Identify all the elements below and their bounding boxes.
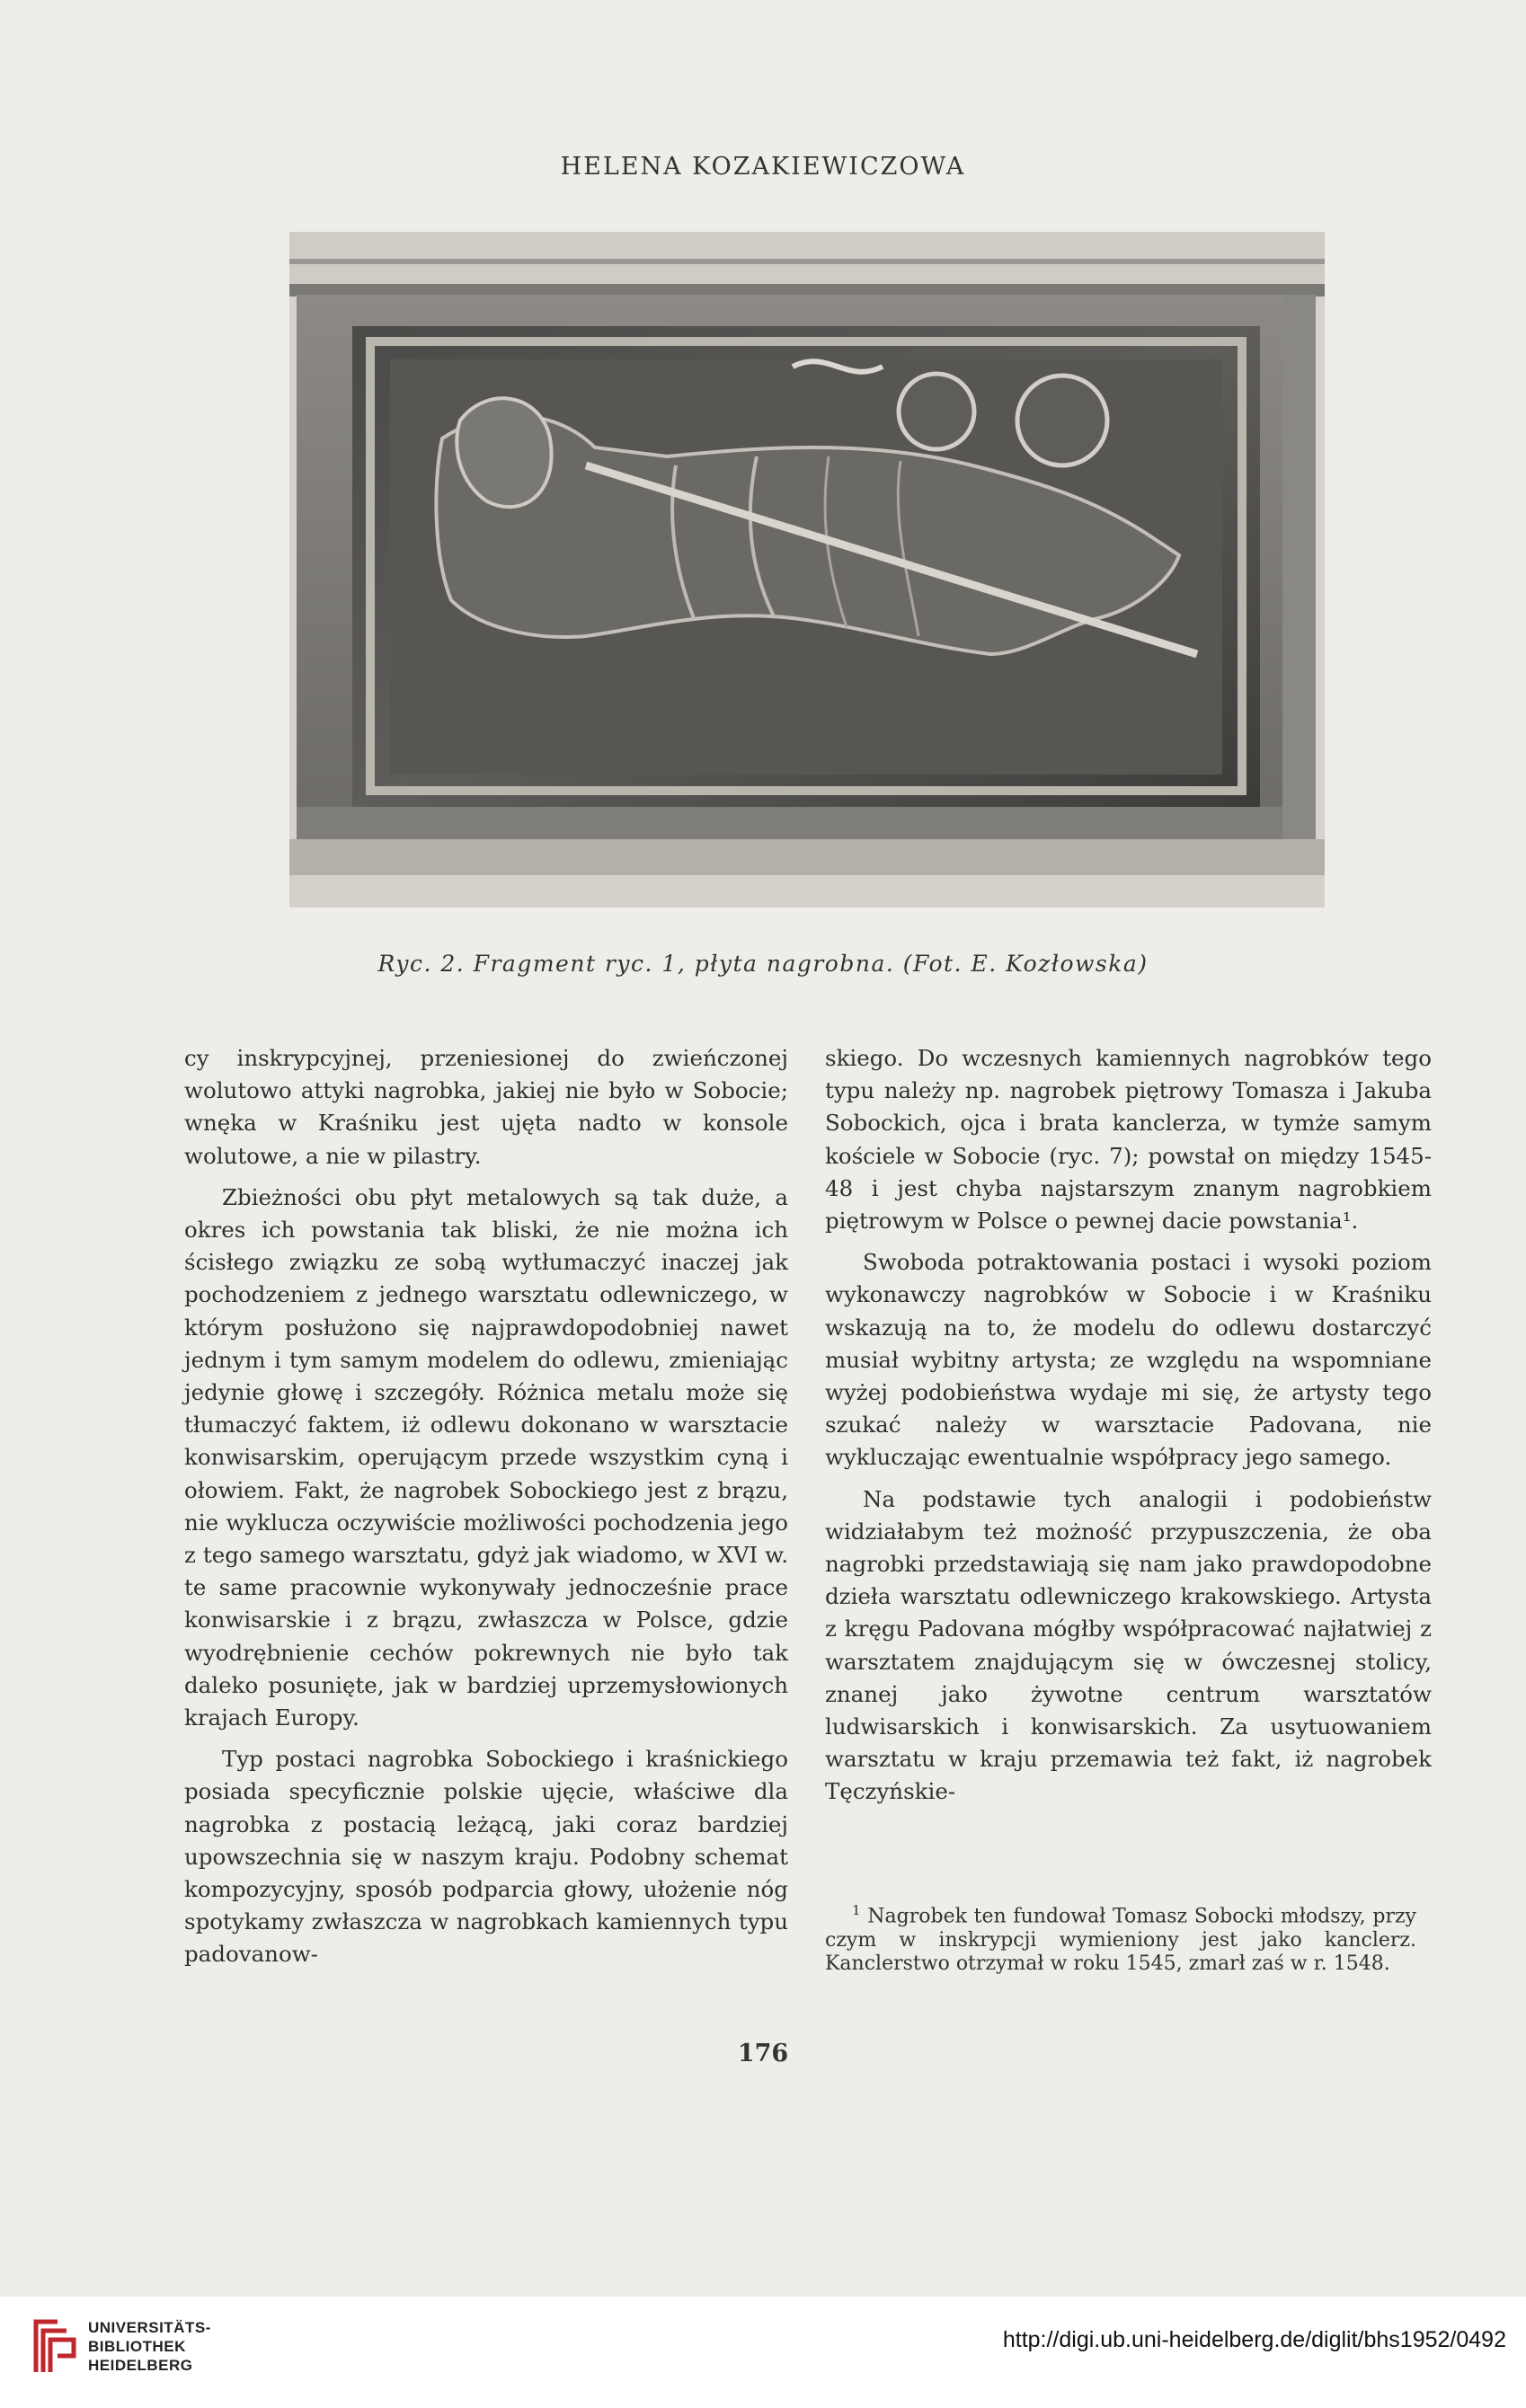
- paragraph: skiego. Do wczesnych kamiennych nagrobków tego typu należy np. nagrobek piętrowy Tomasza i Jakuba Sobockich, ojca i brata kanclerza, w tymże samym kościele w Sobocie (ryc. 7); powstał on między 1545-48 i jest chyba najstarszym znanym nagrobkiem piętrowym w Polsce o pewnej dacie powstania¹.: [825, 1045, 1432, 1235]
- figure-caption: Ryc. 2. Fragment ryc. 1, płyta nagrobna. (Fot. E. Kozłowska): [377, 951, 1149, 977]
- left-column: [184, 1042, 788, 1971]
- digital-library-footer: [0, 2297, 1526, 2408]
- paragraph: cy inskrypcyjnej, przeniesionej do zwieńczonej wolutowo attyki nagrobka, jakiej nie było w Sobocie; wnęka w Kraśniku jest ujęta nadto w konsole wolutowe, a nie w pilastry.: [184, 1045, 788, 1169]
- footnote-text: Nagrobek ten fundował Tomasz Sobocki młodszy, przy czym w inskrypcji wymieniony jest jako kanclerz. Kanclerstwo otrzymał w roku 1545, zmarł zaś w r. 1548.: [825, 1905, 1416, 1976]
- right-column: [825, 1042, 1432, 1809]
- library-logo-icon: [31, 2313, 79, 2377]
- paragraph: Na podstawie tych analogii i podobieństw widziałabym też możność przypuszczenia, że oba nagrobki przedstawiają się nam jako prawdopodobne dzieła warsztatu odlewniczego krakowskiego. Artysta z kręgu Padovana mógłby współpracować najłatwiej z warsztatem znajdującym się w ówczesnej stolicy, znanej jako żywotne centrum warsztatów ludwisarskich i konwisarskich. Za usytuowaniem warsztatu w kraju przemawia też fakt, iż nagrobek Tęczyńskie-: [825, 1485, 1432, 1805]
- footnote-marker: 1: [852, 1902, 861, 1918]
- permalink-url[interactable]: http://digi.ub.uni-heidelberg.de/diglit/bhs1952/0492: [1002, 2327, 1506, 2352]
- paragraph: Typ postaci nagrobka Sobockiego i kraśnickiego posiada specyficznie polskie ujęcie, właściwe dla nagrobka z postacią leżącą, jaki coraz bardziej upowszechnia się w naszym kraju. Podobny schemat kompozycyjny, sposób podparcia głowy, ułożenie nóg spotykamy zwłaszcza w nagrobkach kamiennych typu padovanow-: [184, 1746, 788, 1968]
- footnote: [825, 1899, 1416, 1977]
- paragraph: Swoboda potraktowania postaci i wysoki poziom wykonawczy nagrobków w Sobocie i w Kraśniku wskazują na to, że modelu do odlewu dostarczyć musiał wybitny artysta; ze względu na wspomniane wyżej podobieństwa wydaje mi się, że artysty tego szukać należy w warsztacie Padovana, nie wykluczając ewentualnie współpracy jego samego.: [825, 1249, 1432, 1471]
- figure-tomb-slab-photo: [289, 232, 1325, 907]
- paragraph: Zbieżności obu płyt metalowych są tak duże, a okres ich powstania tak bliski, że nie można ich ścisłego związku ze sobą wytłumaczyć inaczej jak pochodzeniem z jednego warsztatu odlewniczego, w którym posłużono się najprawdopodobniej nawet jednym i tym samym modelem do odlewu, zmieniając jedynie głowę i szczegóły. Różnica metalu może się tłumaczyć faktem, iż odlewu dokonano w warsztacie konwisarskim, operującym przede wszystkim cyną i ołowiem. Fakt, że nagrobek Sobockiego jest z brązu, nie wyklucza oczywiście możliwości pochodzenia jego z tego samego warsztatu, gdyż jak wiadomo, w XVI w. te same pracownie wykonywały jednocześnie prace konwisarskie i z brązu, zwłaszcza w Polsce, gdzie wyodrębnienie cechów pokrewnych nie było tak daleko posunięte, jak w bardziej uprzemysłowionych krajach Europy.: [184, 1183, 788, 1731]
- running-head: HELENA KOZAKIEWICZOWA: [560, 153, 966, 181]
- library-name: UNIVERSITÄTS- BIBLIOTHEK HEIDELBERG: [88, 2319, 211, 2374]
- page-number: 176: [737, 2040, 789, 2067]
- tomb-slab-illustration: [289, 232, 1325, 907]
